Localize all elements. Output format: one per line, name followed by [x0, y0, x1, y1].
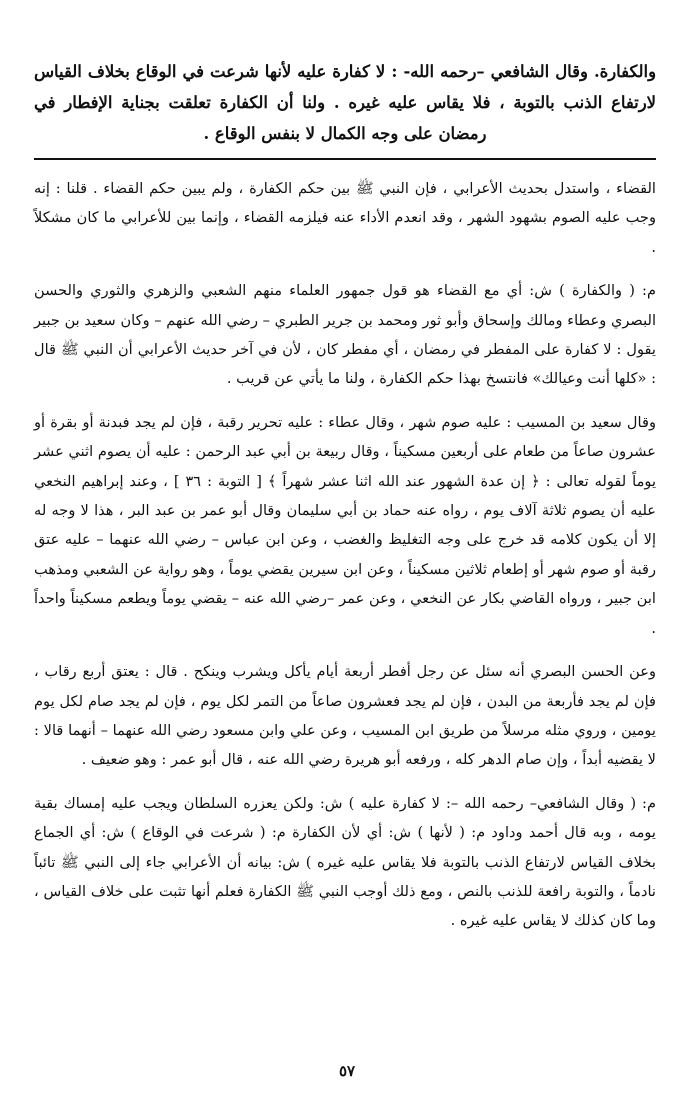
page-number: ٥٧ — [338, 1062, 356, 1080]
commentary-paragraph: م: ( والكفارة ) ش: أي مع القضاء هو قول جمهور العلماء منهم الشعبي والزهري والثوري والحسن البصري وعطاء ومالك وإسحاق وأبو ثور ومحمد بن جرير الطبري – رضي الله عنهم – وكان سعيد بن جبير يقول : لا كفارة على المفطر في رمضان ، أي مفطر كان ، لأن في آخر حديث الأعرابي أن النبي ﷺ قال : «كلها أنت وعيالك» فانتسخ بهذا حكم الكفارة ، ولنا ما يأتي عن قريب . — [34, 282, 656, 388]
main-text-block — [34, 56, 656, 149]
commentary-block — [34, 174, 656, 936]
separator-rule — [34, 158, 656, 160]
commentary-paragraph: م: ( وقال الشافعي– رحمه الله –: لا كفارة عليه ) ش: ولكن يعزره السلطان ويجب عليه إمساك بقية يومه ، وبه قال أحمد وداود م: ( لأنها ) ش: أي لأن الكفارة م: ( شرعت في الوقاع ) ش: أي الجماع بخلاف القياس لارتفاع الذنب بالتوبة فلا يقاس عليه غيره ) ش: بيانه أن الأعرابي جاء إلى النبي ﷺ تائباً نادماً ، والتوبة رافعة للذنب بالنص ، ومع ذلك أوجب النبي ﷺ الكفارة فعلم أنها تثبت على خلاف القياس ، وما كان كذلك لا يقاس عليه غيره . — [34, 794, 656, 930]
commentary-paragraph: القضاء ، واستدل بحديث الأعرابي ، فإن النبي ﷺ بين حكم الكفارة ، ولم يبين حكم القضاء . قلنا : إنه وجب عليه الصوم بشهود الشهر ، وقد انعدم الأداء عنه فيلزمه القضاء ، وإنما بين للأعرابي ما كان مشكلاً . — [34, 180, 656, 256]
commentary-paragraph: وعن الحسن البصري أنه سئل عن رجل أفطر أربعة أيام يأكل ويشرب وينكح . قال : يعتق أربع رقاب ، فإن لم يجد فأربعة من البدن ، فإن لم يجد فعشرون صاعاً من التمر لكل يوم ، فإن لم يجد صام لكل يوم يومين ، وروي مثله مرسلاً من طريق ابن المسيب ، وعن علي وابن مسعود رضي الله عنهما – أنهما قالا : لا يقضيه أبداً ، وإن صام الدهر كله ، ورفعه أبو هريرة رضي الله عنه ، قال أبو عمر : وهو ضعيف . — [34, 663, 656, 769]
main-text: والكفارة. وقال الشافعي –رحمه الله- : لا كفارة عليه لأنها شرعت في الوقاع بخلاف القياس لارتفاع الذنب بالتوبة ، فلا يقاس عليه غيره . ولنا أن الكفارة تعلقت بجناية الإفطار في رمضان على وجه الكمال لا بنفس الوقاع . — [34, 62, 656, 143]
commentary-paragraph: وقال سعيد بن المسيب : عليه صوم شهر ، وقال عطاء : عليه تحرير رقبة ، فإن لم يجد فبدنة أو بقرة أو عشرون صاعاً من طعام على أربعين مسكيناً ، وقال ربيعة بن أبي عبد الرحمن : عليه أن يصوم اثني عشر يوماً لقوله تعالى : ﴿ إن عدة الشهور عند الله اثنا عشر شهراً ﴾ [ التوبة : ٣٦ ] ، وعند إبراهيم النخعي عليه أن يصوم ثلاثة آلاف يوم ، رواه عنه حماد بن أبي سليمان وقال أبو عمر بن عبد البر ، هذا لا وجه له إلا أن يكون كلامه قد خرج على وجه التغليظ والغضب ، وعن ابن عباس – رضي الله عنهما – عليه عتق رقبة أو صوم شهر أو إطعام ثلاثين مسكيناً ، وعن ابن سيرين يقضي يوماً ، وهو رواية عن الشعبي ومذهب ابن جبير ، ورواه القاضي بكار عن النخعي ، وعن عمر –رضي الله عنه – يقضي يوماً ويطعم مسكيناً واحداً . — [34, 413, 657, 637]
